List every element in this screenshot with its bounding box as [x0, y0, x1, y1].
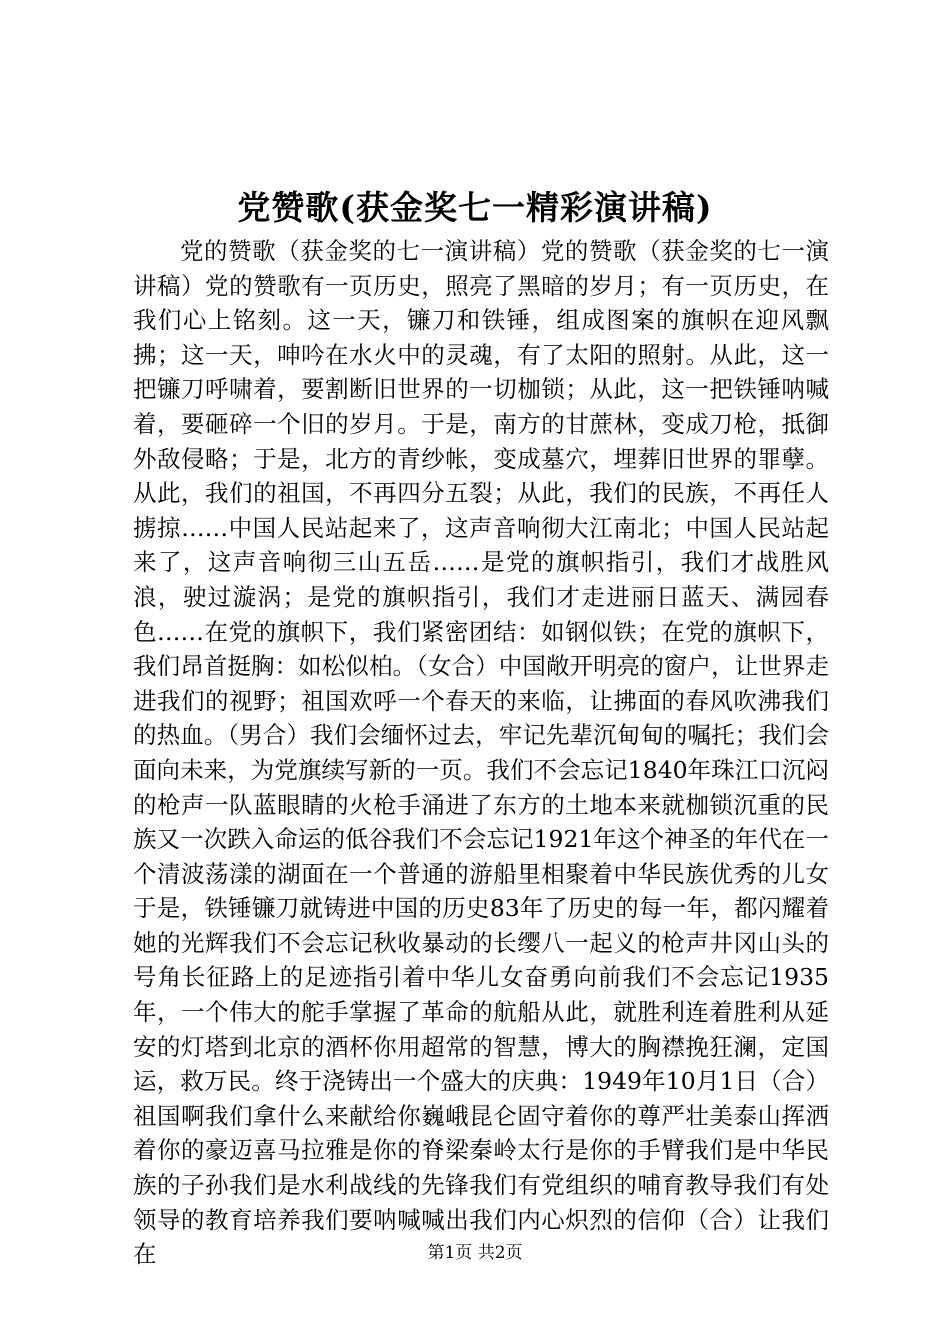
page-number-footer: 第1页 共2页: [427, 1243, 523, 1263]
document-body: 党的赞歌（获金奖的七一演讲稿）党的赞歌（获金奖的七一演讲稿）党的赞歌有一页历史，照亮了黑暗的岁月；有一页历史，在我们心上铭刻。这一天，镰刀和铁锤，组成图案的旗帜在迎风飘拂；这一天，呻吟在水火中的灵魂，有了太阳的照射。从此，这一把镰刀呼啸着，要割断旧世界的一切枷锁；从此，这一把铁锤呐喊着，要砸碎一个旧的岁月。于是，南方的甘蔗林，变成刀枪，抵御外敌侵略；于是，北方的青纱帐，变成墓穴，埋葬旧世界的罪孽。从此，我们的祖国，不再四分五裂；从此，我们的民族，不再任人掳掠……中国人民站起来了，这声音响彻大江南北；中国人民站起来了，这声音响彻三山五岳……是党的旗帜指引，我们才战胜风浪，驶过漩涡；是党的旗帜指引，我们才走进丽日蓝天、满园春色……在党的旗帜下，我们紧密团结：如钢似铁；在党的旗帜下，我们昂首挺胸：如松似柏。（女合）中国敞开明亮的窗户，让世界走进我们的视野；祖国欢呼一个春天的来临，让拂面的春风吹沸我们的热血。（男合）我们会缅怀过去，牢记先辈沉甸甸的嘱托；我们会面向未来，为党旗续写新的一页。我们不会忘记1840年珠江口沉闷的枪声一队蓝眼睛的火枪手涌进了东方的土地本来就枷锁沉重的民族又一次跌入命运的低谷我们不会忘记1921年这个神圣的年代在一个清波荡漾的湖面在一个普通的游船里相聚着中华民族优秀的儿女于是，铁锤镰刀就铸进中国的历史83年了历史的每一年，都闪耀着她的光辉我们不会忘记秋收暴动的长缨八一起义的枪声井冈山头的号角长征路上的足迹指引着中华儿女奋勇向前我们不会忘记1935年，一个伟大的舵手掌握了革命的航船从此，就胜利连着胜利从延安的灯塔到北京的酒杯你用超常的智慧，博大的胸襟挽狂澜，定国运，救万民。终于浇铸出一个盛大的庆典：1949年10月1日（合）祖国啊我们拿什么来献给你巍峨昆仑固守着你的尊严壮美泰山挥洒着你的豪迈喜马拉雅是你的脊梁秦岭太行是你的手臂我们是中华民族的子孙我们是水利战线的先锋我们有党组织的哺育教导我们有处领导的教育培养我们要呐喊喊出我们内心炽烈的信仰（合）让我们在: [133, 237, 829, 1269]
document-title: 党赞歌(获金奖七一精彩演讲稿): [237, 188, 713, 227]
